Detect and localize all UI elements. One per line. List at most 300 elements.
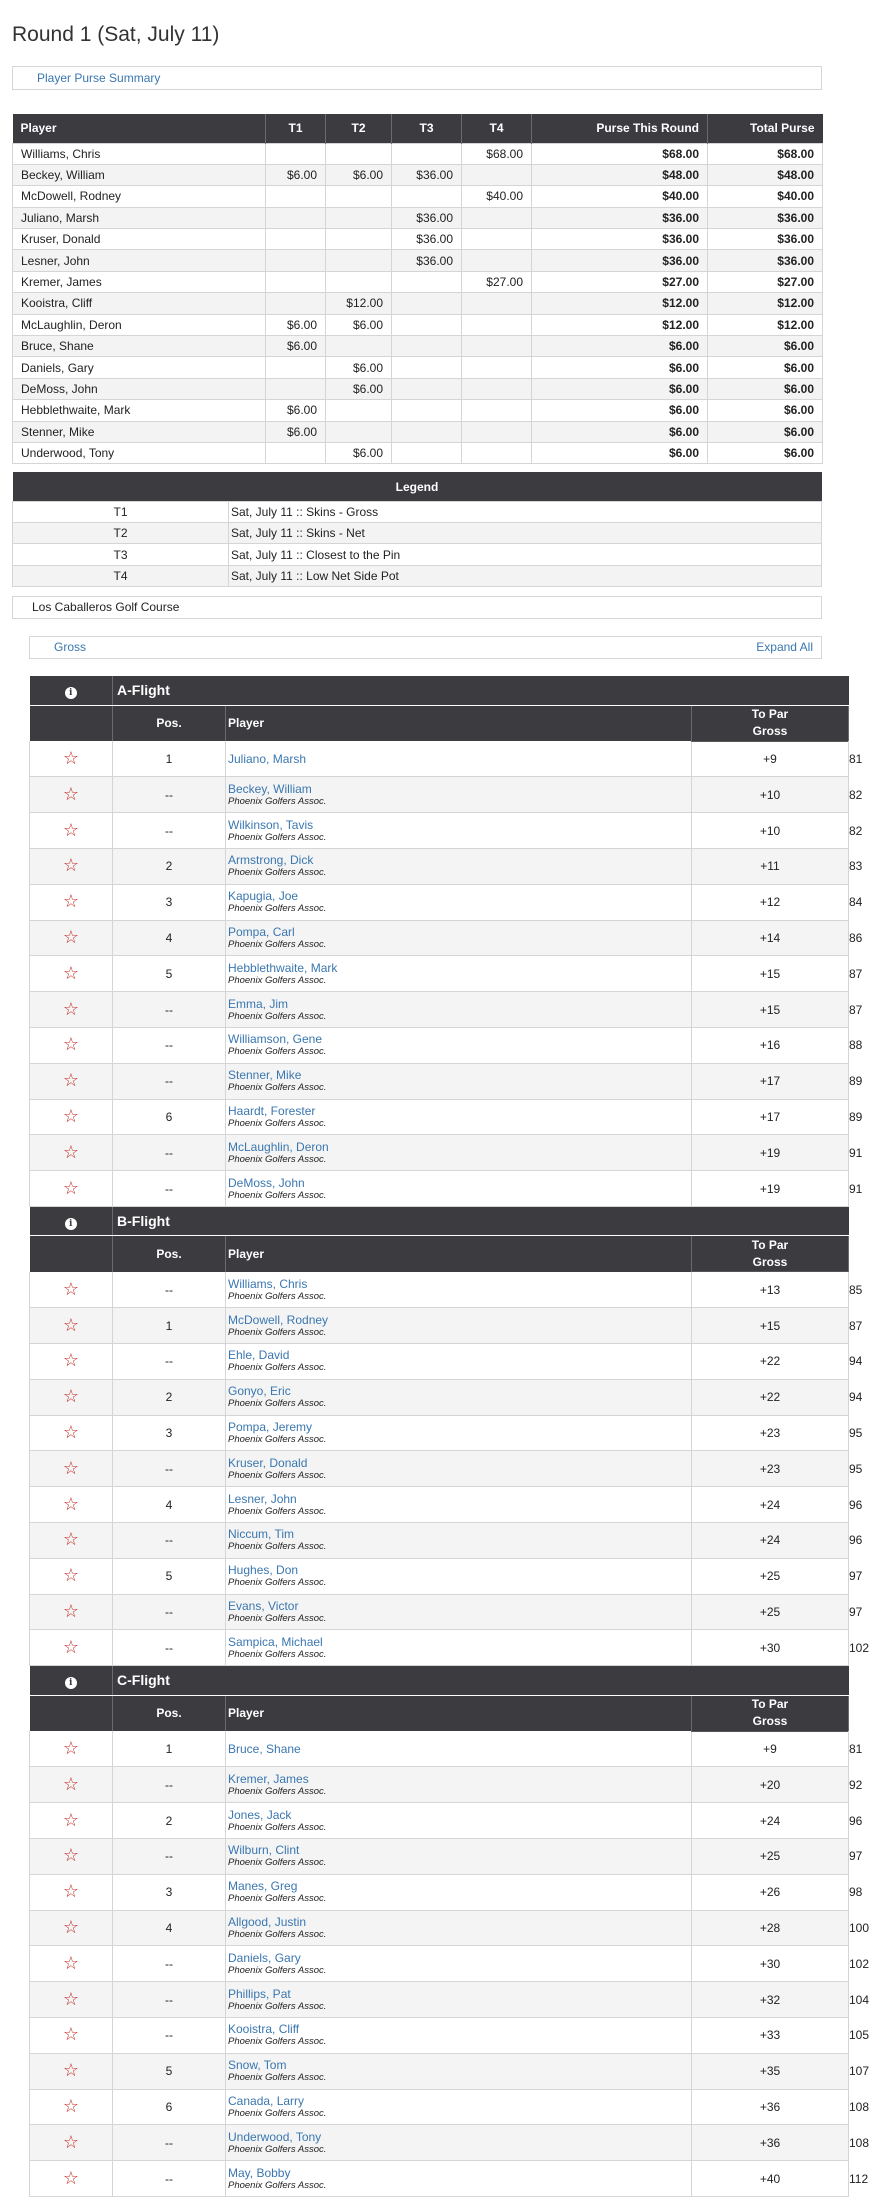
position: -- [113,1767,226,1803]
leaderboard-row: ☆ 5 Hebblethwaite, Mark Phoenix Golfers Assoc. +15 87 [30,956,849,992]
position: -- [113,1630,226,1666]
player-name-link[interactable]: Niccum, Tim [228,1527,294,1542]
star-outline-icon[interactable]: ☆ [62,1457,80,1479]
favorite-cell[interactable] [30,992,113,1028]
player-name-link[interactable]: Lesner, John [228,1491,297,1506]
favorite-cell[interactable] [30,1272,113,1308]
purse-cell: $40.00 [708,186,823,207]
player-cell [226,1487,692,1523]
purse-col-header: Purse This Round [532,114,708,143]
purse-cell [392,293,462,314]
player-name-link[interactable]: Kapugia, Joe [228,889,299,904]
player-name-link[interactable]: Manes, Greg [228,1879,298,1894]
purse-cell: $6.00 [266,336,326,357]
player-cell [226,1171,692,1207]
page-title: Round 1 (Sat, July 11) [12,23,220,46]
star-outline-icon[interactable]: ☆ [62,1177,80,1199]
player-name-link[interactable]: Williams, Chris [228,1276,308,1291]
purse-cell [266,186,326,207]
flight-header [30,676,849,705]
position: 2 [113,1379,226,1415]
favorite-cell[interactable] [30,1027,113,1063]
star-outline-icon[interactable]: ☆ [62,1493,80,1515]
purse-cell [266,442,326,463]
player-association: Phoenix Golfers Assoc. [228,1577,327,1589]
to-par-gross: +16 [692,1027,849,1063]
star-outline-icon[interactable]: ☆ [62,1141,80,1163]
flight-table [29,1207,884,1666]
leaderboard-row: ☆ -- DeMoss, John Phoenix Golfers Assoc. +19 91 [30,1171,849,1207]
player-name-link[interactable]: DeMoss, John [228,1175,305,1190]
flights-container [29,676,884,2197]
purse-cell: $6.00 [708,442,823,463]
player-name-link[interactable]: Kruser, Donald [228,1455,308,1470]
player-name-link[interactable]: May, Bobby [228,2165,291,2180]
player-name-link[interactable]: Hebblethwaite, Mark [228,960,338,975]
player-association: Phoenix Golfers Assoc. [228,1929,327,1941]
info-icon[interactable]: i [65,1218,77,1230]
legend-title: Legend [13,472,822,501]
star-outline-icon[interactable]: ☆ [62,1881,80,1903]
player-association: Phoenix Golfers Assoc. [228,1857,327,1869]
star-outline-icon[interactable]: ☆ [62,1350,80,1372]
leaderboard-row: ☆ 6 Canada, Larry Phoenix Golfers Assoc. +36 108 [30,2089,849,2125]
star-outline-icon[interactable]: ☆ [62,1565,80,1587]
player-name-link[interactable]: Juliano, Marsh [228,751,307,766]
player-name-link[interactable]: Bruce, Shane [228,1741,301,1756]
player-name-link[interactable]: Canada, Larry [228,2094,305,2109]
leaderboard-row: ☆ 1 Juliano, Marsh +9 81 [30,741,849,777]
favorite-cell[interactable] [30,884,113,920]
favorite-cell[interactable] [30,777,113,813]
player-cell [226,1522,692,1558]
player-name-link[interactable]: Wilkinson, Tavis [228,817,314,832]
player-name-link[interactable]: Wilburn, Clint [228,1843,300,1858]
star-outline-icon[interactable]: ☆ [62,1636,80,1658]
purse-cell: $12.00 [326,293,392,314]
purse-player-name: McDowell, Rodney [13,186,266,207]
purse-cell: $36.00 [392,250,462,271]
player-cell [226,2125,692,2161]
purse-cell [326,207,392,228]
star-outline-icon[interactable]: ☆ [62,783,80,805]
to-par-gross: +32 [692,1982,849,2018]
player-association: Phoenix Golfers Assoc. [228,1964,327,1976]
player-cell [226,1594,692,1630]
position: 4 [113,920,226,956]
player-association: Phoenix Golfers Assoc. [228,1433,327,1445]
favorite-cell[interactable] [30,920,113,956]
favorite-cell[interactable] [30,1630,113,1666]
star-outline-icon[interactable]: ☆ [62,1529,80,1551]
favorite-cell[interactable] [30,1946,113,1982]
to-par-gross: +36 [692,2125,849,2161]
favorite-cell[interactable] [30,1135,113,1171]
to-par-header-line1: To Par [751,1697,789,1712]
purse-cell: $6.00 [326,164,392,185]
star-outline-icon[interactable]: ☆ [62,1278,80,1300]
purse-cell [392,271,462,292]
favorite-cell[interactable] [30,956,113,992]
favorite-col-header [30,1695,113,1731]
star-outline-icon[interactable]: ☆ [62,2167,80,2189]
flight-info-cell[interactable] [30,676,113,705]
player-name-link[interactable]: Jones, Jack [228,1807,292,1822]
flight-name: A-Flight [113,676,849,705]
flight-info-cell[interactable] [30,1666,113,1695]
to-par-header-line1: To Par [751,1237,789,1252]
player-name-link[interactable]: Hughes, Don [228,1563,299,1578]
purse-cell [392,421,462,442]
star-outline-icon[interactable]: ☆ [62,819,80,841]
player-name-link[interactable]: Snow, Tom [228,2058,287,2073]
player-name-link[interactable]: Kremer, James [228,1771,309,1786]
pos-col-header: Pos. [113,1236,226,1272]
purse-cell [266,143,326,164]
flight-info-cell[interactable] [30,1207,113,1236]
star-outline-icon[interactable]: ☆ [62,1105,80,1127]
star-outline-icon[interactable]: ☆ [62,1809,80,1831]
favorite-cell[interactable] [30,813,113,849]
leaderboard-row: ☆ 1 Bruce, Shane +9 81 [30,1731,849,1767]
favorite-cell[interactable] [30,1982,113,2018]
position: -- [113,2125,226,2161]
position: -- [113,813,226,849]
to-par-gross: +17 [692,1099,849,1135]
position: -- [113,777,226,813]
leaderboard-row: ☆ -- Ehle, David Phoenix Golfers Assoc. +22 94 [30,1344,849,1380]
favorite-cell[interactable] [30,1910,113,1946]
leaderboard-row: ☆ -- May, Bobby Phoenix Golfers Assoc. +40 112 [30,2161,849,2197]
purse-row [13,271,823,292]
leaderboard-row: ☆ 4 Pompa, Carl Phoenix Golfers Assoc. +14 86 [30,920,849,956]
to-par-gross: +19 [692,1171,849,1207]
player-association: Phoenix Golfers Assoc. [228,867,327,879]
info-icon[interactable]: i [65,1677,77,1689]
favorite-cell[interactable] [30,848,113,884]
purse-cell [266,207,326,228]
to-par-gross: +40 [692,2161,849,2197]
purse-cell [462,229,532,250]
purse-cell: $6.00 [266,421,326,442]
flight-column-headers: Pos. Player To Par Gross Total Gross [30,705,849,741]
player-cell [226,848,692,884]
position: -- [113,2161,226,2197]
purse-row [13,293,823,314]
player-association: Phoenix Golfers Assoc. [228,1469,327,1481]
star-outline-icon[interactable]: ☆ [62,1314,80,1336]
star-outline-icon[interactable]: ☆ [62,747,80,769]
purse-cell [326,336,392,357]
pos-col-header: Pos. [113,1695,226,1731]
expand-all-link[interactable]: Expand All [756,640,813,655]
leaderboard-row: ☆ 2 Armstrong, Dick Phoenix Golfers Assoc. +11 83 [30,848,849,884]
purse-row [13,143,823,164]
purse-col-header: Total Purse [708,114,823,143]
player-name-link[interactable]: Daniels, Gary [228,1950,301,1965]
star-outline-icon[interactable]: ☆ [62,1386,80,1408]
player-cell [226,1451,692,1487]
position: -- [113,992,226,1028]
player-col-header: Player [226,705,692,741]
favorite-cell[interactable] [30,1594,113,1630]
purse-cell: $36.00 [392,229,462,250]
player-cell [226,2161,692,2197]
to-par-gross: +19 [692,1135,849,1171]
player-association: Phoenix Golfers Assoc. [228,1010,327,1022]
player-name-link[interactable]: Phillips, Pat [228,1986,291,2001]
leaderboard-row: ☆ -- Sampica, Michael Phoenix Golfers Assoc. +30 102 [30,1630,849,1666]
player-association: Phoenix Golfers Assoc. [228,2179,327,2191]
player-name-link[interactable]: Kooistra, Cliff [228,2022,300,2037]
to-par-gross: +24 [692,1803,849,1839]
purse-row [13,250,823,271]
player-name-link[interactable]: Emma, Jim [228,996,288,1011]
purse-row [13,400,823,421]
player-cell [226,1344,692,1380]
purse-col-header: T4 [462,114,532,143]
purse-cell: $48.00 [532,164,708,185]
purse-cell: $6.00 [532,421,708,442]
purse-player-name: Kremer, James [13,271,266,292]
favorite-cell[interactable] [30,1099,113,1135]
position: 1 [113,1731,226,1767]
leaderboard-row: ☆ -- Kooistra, Cliff Phoenix Golfers Assoc. +33 105 [30,2018,849,2054]
to-par-col-header [692,1236,849,1272]
purse-cell: $40.00 [462,186,532,207]
purse-player-name: Bruce, Shane [13,336,266,357]
purse-cell [462,164,532,185]
favorite-cell[interactable] [30,2053,113,2089]
position: 4 [113,1910,226,1946]
player-name-link[interactable]: Underwood, Tony [228,2129,322,2144]
favorite-cell[interactable] [30,1379,113,1415]
star-outline-icon[interactable]: ☆ [62,1845,80,1867]
to-par-gross: +30 [692,1946,849,1982]
position: -- [113,1272,226,1308]
purse-cell: $36.00 [532,207,708,228]
purse-row [13,164,823,185]
purse-cell [462,336,532,357]
player-association: Phoenix Golfers Assoc. [228,1398,327,1410]
favorite-cell[interactable] [30,1415,113,1451]
player-name-link[interactable]: McDowell, Rodney [228,1312,329,1327]
purse-cell [392,186,462,207]
to-par-gross: +9 [692,1731,849,1767]
favorite-cell[interactable] [30,1767,113,1803]
purse-cell: $36.00 [708,250,823,271]
favorite-cell[interactable] [30,1308,113,1344]
position: 5 [113,956,226,992]
purse-cell: $6.00 [532,357,708,378]
player-purse-summary-link[interactable]: Player Purse Summary [12,66,822,90]
player-cell [226,956,692,992]
purse-player-name: Juliano, Marsh [13,207,266,228]
position: 1 [113,1308,226,1344]
favorite-cell[interactable] [30,1839,113,1875]
legend-row [13,523,822,544]
purse-player-name: Stenner, Mike [13,421,266,442]
favorite-cell[interactable] [30,2161,113,2197]
star-outline-icon[interactable]: ☆ [62,1773,80,1795]
purse-cell [266,357,326,378]
purse-row [13,336,823,357]
star-outline-icon[interactable]: ☆ [62,1034,80,1056]
purse-col-header: T3 [392,114,462,143]
player-cell [226,1558,692,1594]
purse-player-name: Kruser, Donald [13,229,266,250]
purse-row [13,229,823,250]
star-outline-icon[interactable]: ☆ [62,1421,80,1443]
favorite-cell[interactable] [30,1451,113,1487]
player-name-link[interactable]: Sampica, Michael [228,1634,323,1649]
favorite-cell[interactable] [30,1558,113,1594]
purse-cell [392,400,462,421]
player-name-link[interactable]: Pompa, Carl [228,924,295,939]
purse-cell: $6.00 [326,378,392,399]
player-name-link[interactable]: Armstrong, Dick [228,853,314,868]
player-name-link[interactable]: Stenner, Mike [228,1068,302,1083]
player-association: Phoenix Golfers Assoc. [228,1326,327,1338]
to-par-gross: +15 [692,1308,849,1344]
star-outline-icon[interactable]: ☆ [62,1600,80,1622]
player-name-link[interactable]: Beckey, William [228,781,312,796]
player-name-link[interactable]: Pompa, Jeremy [228,1419,313,1434]
player-name-link[interactable]: Gonyo, Eric [228,1384,291,1399]
purse-player-name: Kooistra, Cliff [13,293,266,314]
purse-row [13,314,823,335]
player-name-link[interactable]: Allgood, Justin [228,1915,307,1930]
favorite-cell[interactable] [30,1063,113,1099]
star-outline-icon[interactable]: ☆ [62,1070,80,1092]
purse-player-name: Beckey, William [13,164,266,185]
favorite-cell[interactable] [30,1171,113,1207]
star-outline-icon[interactable]: ☆ [62,1737,80,1759]
purse-row [13,357,823,378]
gross-link[interactable]: Gross [54,640,87,655]
favorite-cell[interactable] [30,2018,113,2054]
flight-column-headers: Pos. Player To Par Gross Total Gross [30,1695,849,1731]
player-name-link[interactable]: Haardt, Forester [228,1103,316,1118]
position: -- [113,1171,226,1207]
favorite-col-header [30,1236,113,1272]
favorite-cell[interactable] [30,741,113,777]
favorite-cell[interactable] [30,2089,113,2125]
favorite-cell[interactable] [30,1487,113,1523]
to-par-gross: +15 [692,992,849,1028]
to-par-gross: +14 [692,920,849,956]
leaderboard-row: ☆ 3 Kapugia, Joe Phoenix Golfers Assoc. +12 84 [30,884,849,920]
purse-cell [462,250,532,271]
star-outline-icon[interactable]: ☆ [62,855,80,877]
to-par-gross: +23 [692,1451,849,1487]
to-par-gross: +28 [692,1910,849,1946]
to-par-gross: +30 [692,1630,849,1666]
legend-description: Sat, July 11 :: Low Net Side Pot [229,565,822,586]
legend-code: T4 [13,565,229,586]
leaderboard-row: ☆ 5 Hughes, Don Phoenix Golfers Assoc. +25 97 [30,1558,849,1594]
player-name-link[interactable]: Williamson, Gene [228,1032,323,1047]
favorite-cell[interactable] [30,2125,113,2161]
to-par-gross: +36 [692,2089,849,2125]
flight-name: B-Flight [113,1207,849,1236]
player-cell [226,1379,692,1415]
info-icon[interactable]: i [65,687,77,699]
star-outline-icon[interactable]: ☆ [62,2060,80,2082]
position: -- [113,1135,226,1171]
purse-player-name: McLaughlin, Deron [13,314,266,335]
to-par-header-line2: Gross [752,1254,788,1269]
leaderboard-row: ☆ -- Kremer, James Phoenix Golfers Assoc. +20 92 [30,1767,849,1803]
purse-cell [392,357,462,378]
star-outline-icon[interactable]: ☆ [62,2024,80,2046]
purse-cell [326,143,392,164]
to-par-gross: +23 [692,1415,849,1451]
favorite-cell[interactable] [30,1344,113,1380]
purse-cell: $6.00 [532,400,708,421]
star-outline-icon[interactable]: ☆ [62,891,80,913]
star-outline-icon[interactable]: ☆ [62,998,80,1020]
favorite-cell[interactable] [30,1731,113,1767]
purse-cell [266,378,326,399]
position: 4 [113,1487,226,1523]
star-outline-icon[interactable]: ☆ [62,1988,80,2010]
purse-cell [462,293,532,314]
to-par-col-header [692,1695,849,1731]
player-association: Phoenix Golfers Assoc. [228,938,327,950]
star-outline-icon[interactable]: ☆ [62,2131,80,2153]
to-par-gross: +22 [692,1344,849,1380]
purse-row [13,378,823,399]
player-association: Phoenix Golfers Assoc. [228,1290,327,1302]
purse-cell [462,314,532,335]
favorite-cell[interactable] [30,1874,113,1910]
flight-table [29,676,884,1207]
star-outline-icon[interactable]: ☆ [62,926,80,948]
player-association: Phoenix Golfers Assoc. [228,974,327,986]
position: -- [113,1027,226,1063]
star-outline-icon[interactable]: ☆ [62,962,80,984]
player-association: Phoenix Golfers Assoc. [228,1362,327,1374]
to-par-gross: +9 [692,741,849,777]
leaderboard-row: ☆ -- Stenner, Mike Phoenix Golfers Assoc. +17 89 [30,1063,849,1099]
player-association: Phoenix Golfers Assoc. [228,1648,327,1660]
position: 3 [113,1415,226,1451]
player-name-link[interactable]: Evans, Victor [228,1598,299,1613]
leaderboard-row: ☆ 3 Manes, Greg Phoenix Golfers Assoc. +26 98 [30,1874,849,1910]
purse-row [13,421,823,442]
favorite-cell[interactable] [30,1522,113,1558]
purse-cell [326,250,392,271]
star-outline-icon[interactable]: ☆ [62,2096,80,2118]
to-par-gross: +20 [692,1767,849,1803]
star-outline-icon[interactable]: ☆ [62,1917,80,1939]
position: 5 [113,2053,226,2089]
to-par-gross: +10 [692,813,849,849]
purse-cell [326,229,392,250]
purse-cell: $40.00 [532,186,708,207]
favorite-cell[interactable] [30,1803,113,1839]
purse-row [13,186,823,207]
player-name-link[interactable]: Ehle, David [228,1348,290,1363]
purse-cell [462,400,532,421]
to-par-gross: +25 [692,1839,849,1875]
player-name-link[interactable]: McLaughlin, Deron [228,1139,329,1154]
purse-cell: $6.00 [708,336,823,357]
star-outline-icon[interactable]: ☆ [62,1952,80,1974]
flight-name: C-Flight [113,1666,849,1695]
player-cell [226,1767,692,1803]
